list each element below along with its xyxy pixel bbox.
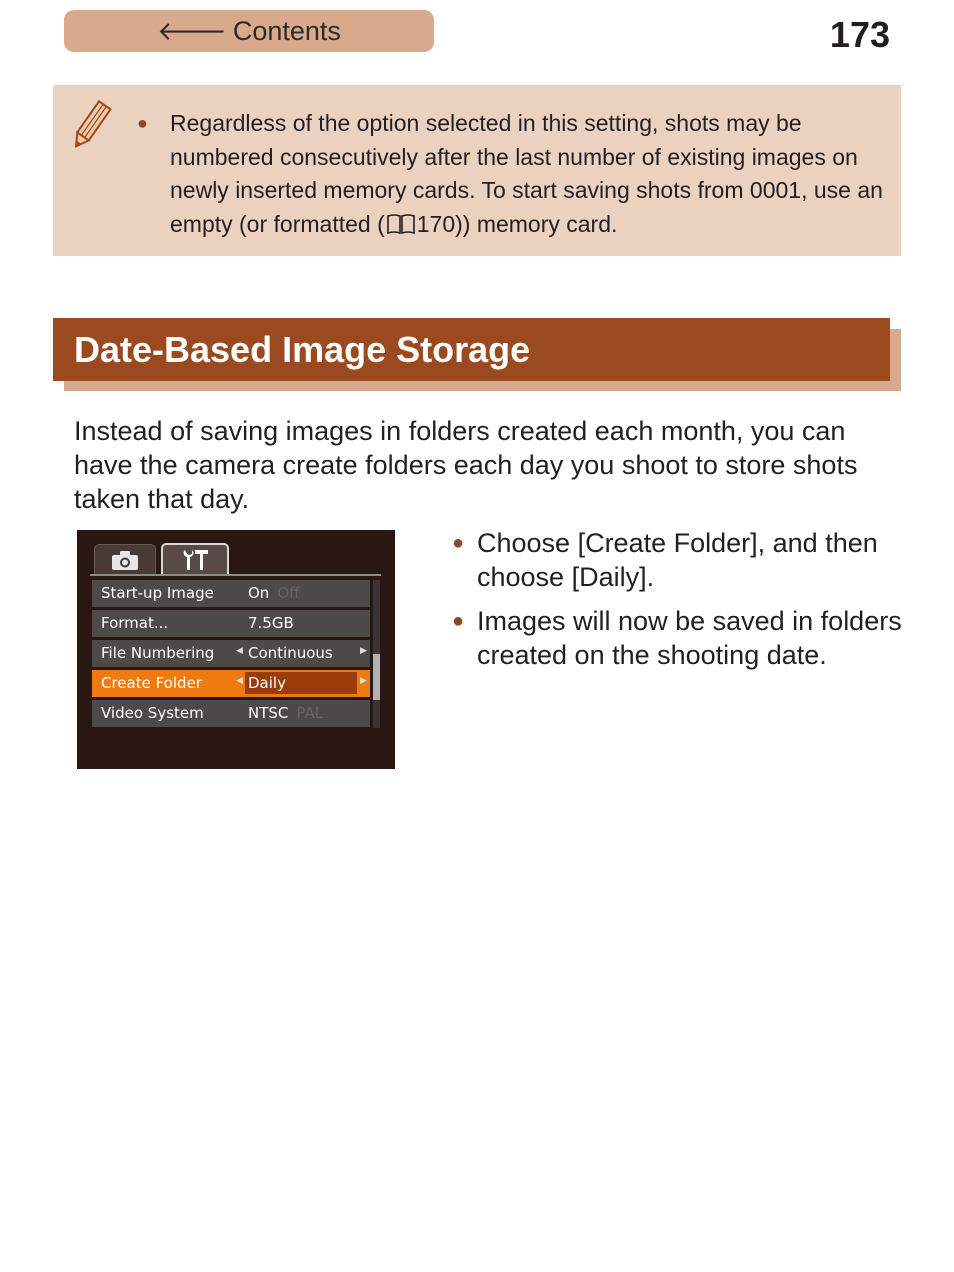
- bullet-icon: ●: [137, 113, 148, 133]
- page-number: 173: [829, 14, 890, 55]
- menu-row-startup-image: Start-up Image On Off: [92, 580, 370, 607]
- bullet-icon: ●: [452, 532, 465, 554]
- setup-tab: [161, 543, 229, 575]
- contents-label: Contents: [232, 15, 341, 46]
- camera-menu-screenshot: [77, 530, 395, 769]
- menu-row-file-numbering: File Numbering ◀ Continuous ▶: [92, 640, 370, 667]
- list-item: ● Choose [Create Folder], and then choose [Daily].: [452, 528, 878, 592]
- section-title: Date-Based Image Storage: [74, 328, 531, 370]
- wrench-hammer-icon: [180, 548, 210, 572]
- arrow-left-small-icon: ◀: [236, 676, 243, 686]
- pencil-icon: [69, 97, 113, 153]
- camera-icon: [110, 549, 140, 571]
- contents-button[interactable]: [64, 10, 434, 52]
- book-icon: [386, 213, 416, 235]
- page-reference-link[interactable]: 170: [416, 210, 456, 237]
- note-box: [53, 85, 901, 256]
- note-text: Regardless of the option selected in this setting, shots may be numbered consecutively after the last number of existing images on newly inserted memory cards. To start saving shots from 0001, use an empty (or formatted ( 170)) memory card.: [170, 110, 883, 237]
- arrow-left-icon: 🡐: [157, 16, 227, 47]
- bullet-icon: ●: [452, 610, 465, 632]
- arrow-right-small-icon: ▶: [360, 646, 367, 656]
- section-header: [53, 318, 890, 381]
- menu-row-create-folder: Create Folder ◀ Daily ▶: [92, 670, 370, 697]
- menu-row-format: Format... 7.5GB: [92, 610, 370, 637]
- menu-row-video-system: Video System NTSC PAL: [92, 700, 370, 727]
- steps-list: [452, 526, 912, 682]
- list-item: ● Images will now be saved in folders created on the shooting date.: [452, 606, 902, 670]
- arrow-left-small-icon: ◀: [236, 646, 243, 656]
- intro-paragraph: Instead of saving images in folders created each month, you can have the camera create folders each day you shoot to store shots taken that day.: [74, 416, 858, 514]
- menu-scroll-thumb: [373, 654, 380, 700]
- arrow-right-small-icon: ▶: [360, 676, 367, 686]
- shooting-tab: [94, 544, 156, 574]
- tab-divider: [90, 574, 381, 576]
